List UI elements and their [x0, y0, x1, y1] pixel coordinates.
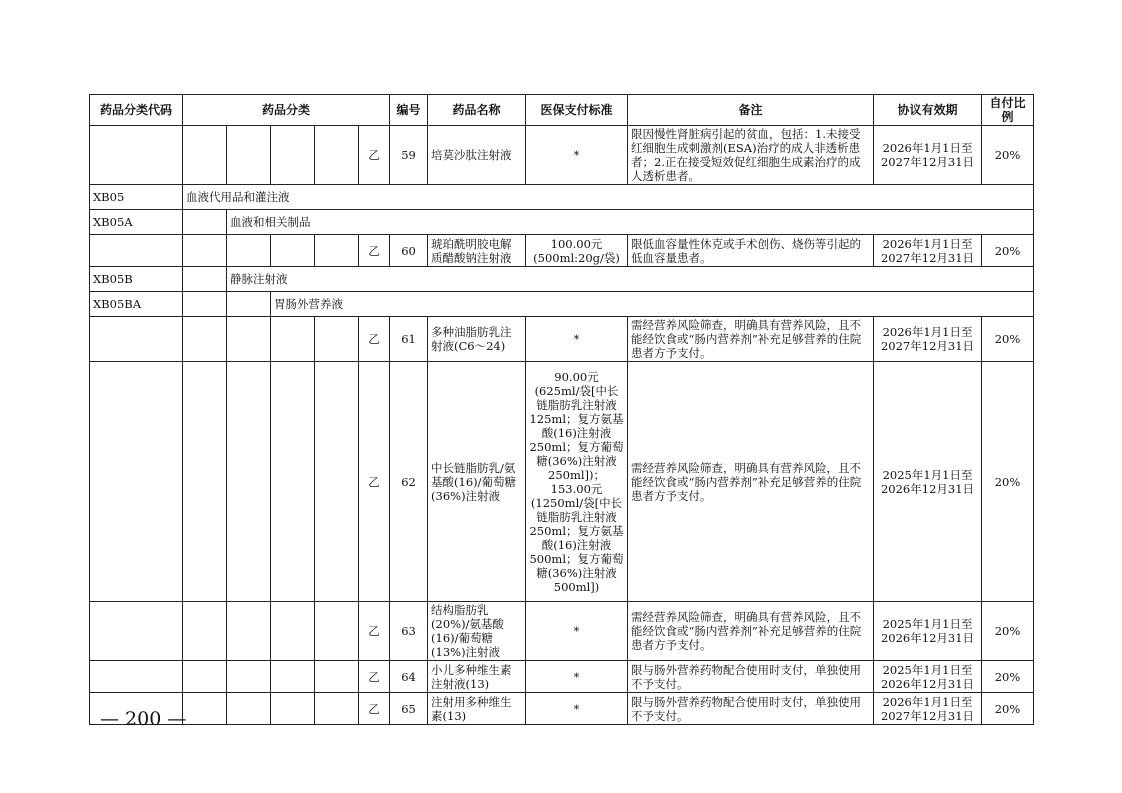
category-row: [90, 267, 1034, 292]
category-code: XB05A: [90, 210, 183, 235]
header-validity: 协议有效期: [874, 95, 982, 126]
category-code: XB05B: [90, 267, 183, 292]
drug-ratio: 20%: [982, 126, 1034, 185]
drug-no: 63: [390, 602, 428, 661]
header-category: 药品分类: [183, 95, 390, 126]
drug-no: 60: [390, 235, 428, 267]
drug-level: 乙: [359, 661, 390, 693]
drug-ratio: 20%: [982, 362, 1034, 602]
drug-note: 需经营养风险筛查，明确具有营养风险，且不能经饮食或“肠内营养剂”补充足够营养的住院患者方予支付。: [628, 317, 874, 362]
category-code: XB05: [90, 185, 183, 210]
drug-note: 需经营养风险筛查，明确具有营养风险，且不能经饮食或“肠内营养剂”补充足够营养的住院患者方予支付。: [628, 602, 874, 661]
drug-no: 59: [390, 126, 428, 185]
drug-note: 需经营养风险筛查，明确具有营养风险，且不能经饮食或“肠内营养剂”补充足够营养的住院患者方予支付。: [628, 362, 874, 602]
drug-name: 注射用多种维生素(13): [428, 693, 526, 725]
drug-note: 限与肠外营养药物配合使用时支付，单独使用不予支付。: [628, 661, 874, 693]
drug-level: 乙: [359, 317, 390, 362]
drug-validity: 2025年1月1日至 2026年12月31日: [874, 362, 982, 602]
drug-level: 乙: [359, 126, 390, 185]
drug-validity: 2026年1月1日至 2027年12月31日: [874, 126, 982, 185]
drug-row: [90, 126, 1034, 185]
drug-row: [90, 661, 1034, 693]
category-label: 胃肠外营养液: [271, 292, 1034, 317]
drug-name: 培莫沙肽注射液: [428, 126, 526, 185]
drug-row: [90, 693, 1034, 725]
header-ratio: 自付比例: [982, 95, 1034, 126]
drug-validity: 2026年1月1日至 2027年12月31日: [874, 693, 982, 725]
drug-validity: 2025年1月1日至 2026年12月31日: [874, 602, 982, 661]
header-note: 备注: [628, 95, 874, 126]
drug-level: 乙: [359, 362, 390, 602]
header-name: 药品名称: [428, 95, 526, 126]
drug-standard: *: [526, 126, 628, 185]
drug-validity: 2026年1月1日至 2027年12月31日: [874, 235, 982, 267]
drug-name: 琥珀酰明胶电解质醋酸钠注射液: [428, 235, 526, 267]
drug-ratio: 20%: [982, 235, 1034, 267]
category-label: 血液代用品和灌注液: [183, 185, 1034, 210]
drug-ratio: 20%: [982, 661, 1034, 693]
drug-no: 61: [390, 317, 428, 362]
header-code: 药品分类代码: [90, 95, 183, 126]
drug-standard: 100.00元 (500ml:20g/袋): [526, 235, 628, 267]
category-row: [90, 185, 1034, 210]
category-row: [90, 292, 1034, 317]
drug-standard: *: [526, 661, 628, 693]
header-no: 编号: [390, 95, 428, 126]
category-label: 静脉注射液: [227, 267, 1034, 292]
drug-name: 小儿多种维生素注射液(13): [428, 661, 526, 693]
drug-name: 中长链脂肪乳/氨基酸(16)/葡萄糖(36%)注射液: [428, 362, 526, 602]
drug-validity: 2025年1月1日至 2026年12月31日: [874, 661, 982, 693]
drug-no: 65: [390, 693, 428, 725]
drug-no: 64: [390, 661, 428, 693]
header-standard: 医保支付标准: [526, 95, 628, 126]
drug-standard: *: [526, 693, 628, 725]
drug-ratio: 20%: [982, 317, 1034, 362]
category-row: [90, 210, 1034, 235]
drug-level: 乙: [359, 602, 390, 661]
drug-ratio: 20%: [982, 693, 1034, 725]
drug-row: [90, 317, 1034, 362]
page-number: — 200 —: [100, 708, 187, 730]
drug-validity: 2026年1月1日至 2027年12月31日: [874, 317, 982, 362]
drug-row: [90, 235, 1034, 267]
drug-name: 结构脂肪乳(20%)/氨基酸(16)/葡萄糖(13%)注射液: [428, 602, 526, 661]
drug-standard: 90.00元 (625ml/袋[中长链脂肪乳注射液 125ml；复方氨基酸(16)注射液 250ml；复方葡萄糖(36%)注射液 250ml])； 153.00元 (1250ml/袋[中长链脂肪乳注射液 250ml；复方氨基酸(16)注射液 500ml；复方葡萄糖(36%)注射液 500ml]): [526, 362, 628, 602]
drug-note: 限与肠外营养药物配合使用时支付，单独使用不予支付。: [628, 693, 874, 725]
drug-name: 多种油脂肪乳注射液(C6～24): [428, 317, 526, 362]
drug-note: 限低血容量性休克或手术创伤、烧伤等引起的低血容量患者。: [628, 235, 874, 267]
drug-note: 限因慢性肾脏病引起的贫血，包括：1.未接受红细胞生成刺激剂(ESA)治疗的成人非透析患者；2.正在接受短效促红细胞生成素治疗的成人透析患者。: [628, 126, 874, 185]
drug-row: [90, 362, 1034, 602]
drug-no: 62: [390, 362, 428, 602]
drug-table: [89, 94, 1034, 725]
category-label: 血液和相关制品: [227, 210, 1034, 235]
drug-level: 乙: [359, 693, 390, 725]
drug-standard: *: [526, 602, 628, 661]
table-header-row: [90, 95, 1034, 126]
drug-row: [90, 602, 1034, 661]
category-code: XB05BA: [90, 292, 183, 317]
drug-level: 乙: [359, 235, 390, 267]
drug-ratio: 20%: [982, 602, 1034, 661]
drug-standard: *: [526, 317, 628, 362]
